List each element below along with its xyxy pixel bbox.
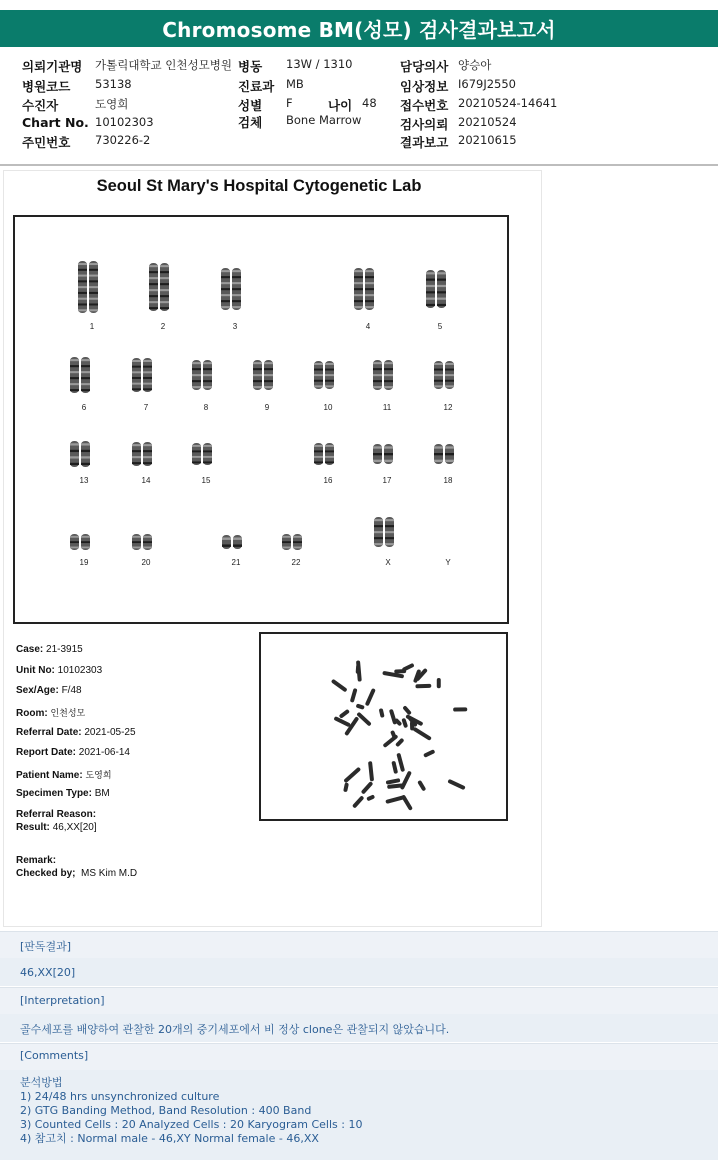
chromosome-label: 21 (231, 558, 241, 567)
dept-label: 진료과 (238, 79, 275, 94)
metaphase-spread-image (259, 632, 508, 821)
chromosome-X-a (374, 517, 383, 547)
chromosome-label: 7 (143, 403, 149, 412)
chromosome-18-b (445, 444, 454, 464)
requesting-institution-label: 의뢰기관명 (22, 59, 83, 74)
reading-value: 46,XX[20] (20, 966, 76, 979)
chromosome-label: 9 (264, 403, 270, 412)
reading-row (0, 958, 718, 986)
chromosome-21-b (233, 535, 242, 549)
chromosome-12-a (434, 361, 443, 389)
comments-header: [Comments] (20, 1049, 89, 1062)
karyogram-svg (15, 217, 507, 622)
interpretation-header-row (0, 987, 718, 1014)
attending-value: 양승아 (458, 58, 492, 72)
chromosome-label: 20 (141, 558, 151, 567)
patient-value: 도영희 (95, 97, 129, 111)
result-report-value: 20210615 (458, 133, 517, 147)
reading-header: [판독결과] (20, 940, 72, 953)
lab-title: Seoul St Mary's Hospital Cytogenetic Lab (96, 177, 422, 195)
chromosome-label: 14 (141, 476, 151, 485)
method-item: 4) 참고치 : Normal male - 46,XY Normal female - 46,XX (20, 1132, 319, 1145)
sex-value: F (286, 96, 293, 110)
chromosome-17-a (373, 444, 382, 464)
chart-label: Chart No. (22, 115, 89, 130)
chart-value: 10102303 (95, 115, 154, 129)
chromosome-12-b (445, 361, 454, 389)
metaphase-chromosome (344, 716, 359, 736)
metaphase-chromosome (339, 709, 350, 719)
metaphase-chromosome (350, 688, 358, 703)
chromosome-13-b (81, 441, 90, 467)
chromosome-label: 1 (89, 322, 95, 331)
chromosome-19-b (81, 534, 90, 550)
chromosome-22-b (293, 534, 302, 550)
reading-header-row (0, 931, 718, 958)
chromosome-2-a (149, 263, 158, 311)
chromosome-5-a (426, 270, 435, 308)
metaphase-chromosome (401, 794, 413, 811)
chromosome-label: 15 (201, 476, 211, 485)
interpretation-header: [Interpretation] (20, 994, 105, 1007)
metaphase-chromosome (417, 780, 426, 792)
dept-value: MB (286, 77, 304, 91)
referral-reason-row: Referral Reason: (16, 809, 97, 820)
chromosome-20-a (132, 534, 141, 550)
methods-title: 분석방법 (20, 1076, 63, 1089)
metaphase-chromosome (365, 688, 376, 706)
attending-label: 담당의사 (400, 59, 449, 74)
chromosome-15-b (203, 443, 212, 465)
chromosome-16-b (325, 443, 334, 465)
chromosome-15-a (192, 443, 201, 465)
chromosome-3-b (232, 268, 241, 310)
chromosome-20-b (143, 534, 152, 550)
age-label: 나이 (328, 98, 353, 113)
chromosome-8-a (192, 360, 201, 390)
metaphase-chromosome (394, 669, 406, 673)
comments-header-row (0, 1043, 718, 1070)
chromosome-9-a (253, 360, 262, 390)
chromosome-6-b (81, 357, 90, 393)
metaphase-chromosome (361, 781, 374, 795)
unit-row: Unit No: 10102303 (16, 665, 103, 676)
metaphase-chromosome (402, 705, 412, 715)
karyogram (13, 215, 509, 624)
patient-name-row: Patient Name: 도영희 (16, 770, 112, 781)
clinical-value: I679J2550 (458, 77, 516, 91)
chromosome-7-a (132, 358, 141, 392)
chromosome-label: 18 (443, 476, 453, 485)
metaphase-chromosome (395, 738, 405, 748)
age-value: 48 (362, 96, 377, 110)
metaphase-chromosome (356, 665, 361, 674)
metaphase-chromosome (368, 761, 374, 781)
chromosome-9-b (264, 360, 273, 390)
specimen-label: 검체 (238, 115, 263, 130)
metaphase-chromosome (343, 782, 349, 792)
patient-label: 수진자 (22, 98, 59, 113)
chromosome-2-b (160, 263, 169, 311)
request-value: 20210524 (458, 115, 517, 129)
chromosome-1-a (78, 261, 87, 313)
chromosome-label: 10 (323, 403, 333, 412)
chromosome-label: 12 (443, 403, 453, 412)
comments-row (0, 1070, 718, 1160)
metaphase-chromosome (379, 708, 385, 718)
result-report-label: 결과보고 (400, 135, 449, 150)
chromosome-14-b (143, 442, 152, 466)
sex-label: 성별 (238, 98, 263, 113)
metaphase-chromosome (356, 703, 365, 709)
chromosome-5-b (437, 270, 446, 308)
chromosome-1-b (89, 261, 98, 313)
chromosome-label: 19 (79, 558, 89, 567)
sexage-row: Sex/Age: F/48 (16, 685, 82, 696)
chromosome-X-b (385, 517, 394, 547)
specimen-type-row: Specimen Type: BM (16, 788, 110, 799)
interpretation-row (0, 1014, 718, 1042)
metaphase-chromosome (366, 794, 375, 801)
metaphase-chromosome (396, 753, 405, 772)
chromosome-18-a (434, 444, 443, 464)
patient-info-panel (0, 52, 718, 166)
ward-value: 13W / 1310 (286, 57, 353, 71)
metaphase-chromosome (389, 709, 397, 725)
report-date-row: Report Date: 2021-06-14 (16, 747, 130, 758)
metaphase-chromosome (447, 779, 465, 790)
interpretation-text: 골수세포를 배양하여 관찰한 20개의 중기세포에서 비 정상 clone은 관찰되지 않았습니다. (20, 1023, 450, 1036)
chromosome-label: 4 (365, 322, 371, 331)
metaphase-chromosome (412, 727, 432, 741)
room-row: Room: 인천성모 (16, 708, 86, 719)
remark-row: Remark: (16, 855, 57, 866)
metaphase-chromosome (453, 707, 467, 711)
chromosome-label: 16 (323, 476, 333, 485)
chromosome-4-b (365, 268, 374, 310)
chromosome-label: 11 (382, 403, 392, 412)
metaphase-chromosome (415, 684, 431, 689)
chromosome-11-a (373, 360, 382, 390)
chromosome-8-b (203, 360, 212, 390)
chromosome-4-a (354, 268, 363, 310)
result-row: Result: 46,XX[20] (16, 822, 97, 833)
chromosome-10-a (314, 361, 323, 389)
referral-date-row: Referral Date: 2021-05-25 (16, 727, 136, 738)
chromosome-label: 22 (291, 558, 301, 567)
metaphase-chromosome (401, 718, 408, 728)
report-title: Chromosome BM(성모) 검사결과보고서 (0, 10, 718, 47)
metaphase-chromosome (343, 767, 361, 784)
chromosome-21-a (222, 535, 231, 549)
chromosome-label: 13 (79, 476, 89, 485)
chromosome-22-a (282, 534, 291, 550)
top-spacer (0, 0, 718, 8)
hospital-code-label: 병원코드 (22, 79, 71, 94)
chromosome-7-b (143, 358, 152, 392)
chromosome-6-a (70, 357, 79, 393)
requesting-institution-value: 가톨릭대학교 인천성모병원 (95, 58, 232, 72)
metaphase-chromosome (423, 749, 435, 758)
receipt-label: 접수번호 (400, 98, 449, 113)
metaphase-chromosome (382, 734, 398, 748)
chromosome-14-a (132, 442, 141, 466)
metaphase-chromosome (386, 778, 401, 785)
methods-block (20, 1076, 362, 1146)
metaphase-chromosome (352, 795, 365, 808)
chromosome-19-a (70, 534, 79, 550)
chromosome-label: X (385, 558, 391, 567)
chromosome-16-a (314, 443, 323, 465)
rrn-label: 주민번호 (22, 135, 71, 150)
chromosome-label: 6 (81, 403, 87, 412)
chromosome-label: 2 (160, 322, 166, 331)
karyotype-report-image (3, 170, 542, 927)
metaphase-chromosome (437, 678, 441, 688)
metaphase-chromosome (391, 761, 398, 774)
chromosome-11-b (384, 360, 393, 390)
chromosome-label: 5 (437, 322, 443, 331)
specimen-value: Bone Marrow (286, 113, 362, 127)
chromosome-label: Y (445, 558, 451, 567)
chromosome-10-b (325, 361, 334, 389)
metaphase-chromosome (331, 679, 348, 693)
chromosome-label: 17 (382, 476, 392, 485)
rrn-value: 730226-2 (95, 133, 151, 147)
method-item: 1) 24/48 hrs unsynchronized culture (20, 1090, 220, 1103)
metaphase-chromosome (400, 771, 412, 791)
ward-label: 병동 (238, 59, 263, 74)
chromosome-17-b (384, 444, 393, 464)
chromosome-label: 8 (203, 403, 209, 412)
chromosome-label: 3 (232, 322, 238, 331)
method-item: 2) GTG Banding Method, Band Resolution : 400 Band (20, 1104, 312, 1117)
chromosome-3-a (221, 268, 230, 310)
request-label: 검사의뢰 (400, 117, 449, 132)
hospital-code-value: 53138 (95, 77, 132, 91)
method-item: 3) Counted Cells : 20 Analyzed Cells : 20 Karyogram Cells : 10 (20, 1118, 363, 1131)
case-row: Case: 21-3915 (16, 644, 83, 655)
receipt-value: 20210524-14641 (458, 96, 558, 110)
clinical-label: 임상정보 (400, 79, 449, 94)
chromosome-13-a (70, 441, 79, 467)
checked-row: Checked by; MS Kim M.D (16, 868, 138, 879)
